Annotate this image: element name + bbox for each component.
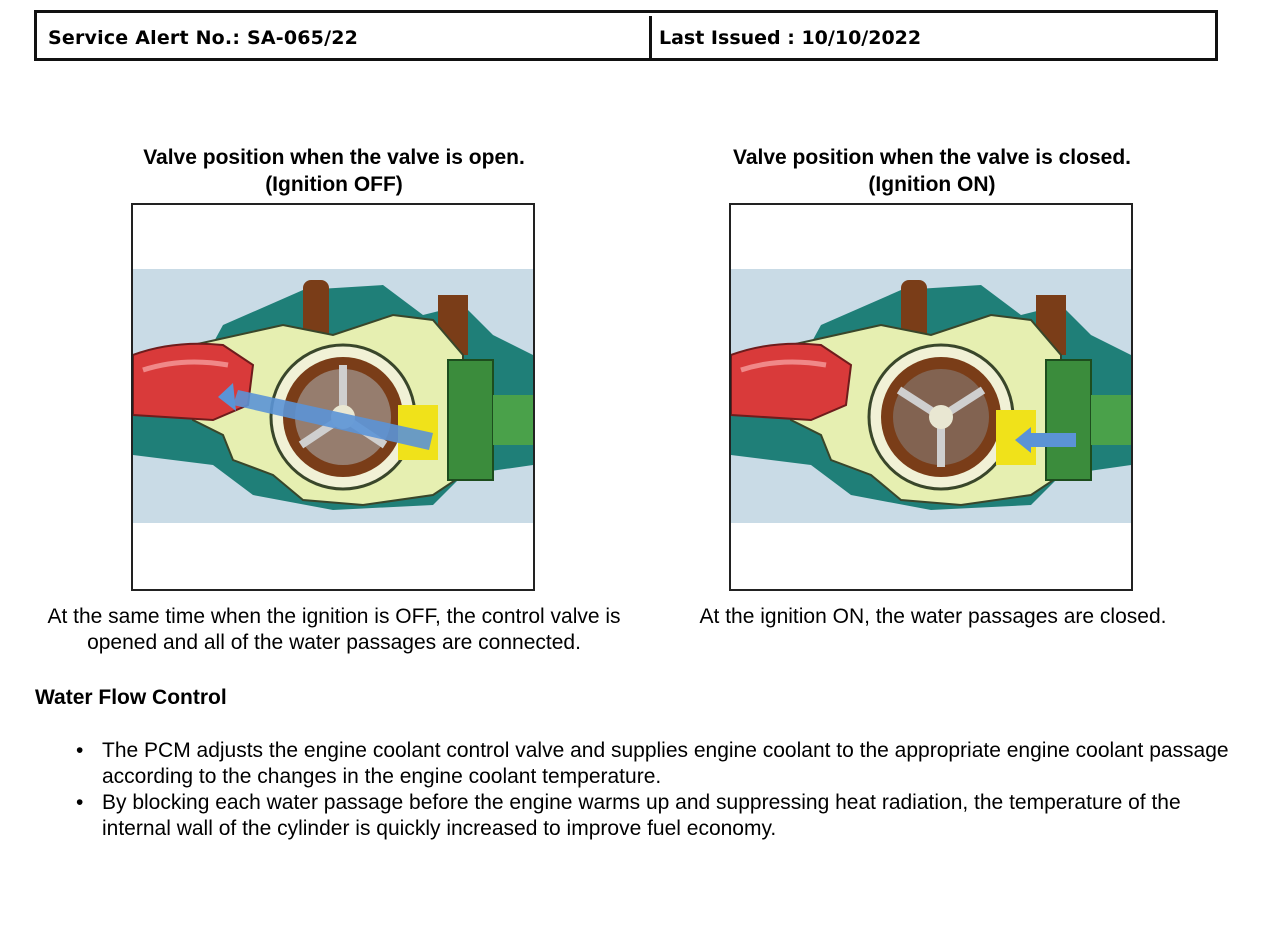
figure-closed-title-line1: Valve position when the valve is closed. <box>733 146 1131 169</box>
bullet-text: By blocking each water passage before the engine warms up and suppressing heat radiation, the temperature of the internal wall of the cylinder is quickly increased to improve fuel economy. <box>102 791 1181 840</box>
list-item <box>72 790 1232 842</box>
figure-closed-caption: At the ignition ON, the water passages are closed. <box>699 605 1167 628</box>
figure-open-title <box>84 144 584 198</box>
bullet-text: The PCM adjusts the engine coolant control valve and supplies engine coolant to the appropriate engine coolant passage according to the changes in the engine coolant temperature. <box>102 739 1229 788</box>
last-issued-date: Last Issued : 10/10/2022 <box>659 27 922 49</box>
header-divider <box>649 16 652 60</box>
valve-open-illustration <box>131 203 535 591</box>
figure-closed-title-line2: (Ignition ON) <box>868 173 996 196</box>
section-heading: Water Flow Control <box>35 686 227 709</box>
figure-open-caption: At the same time when the ignition is OFF, the control valve is opened and all of the water passages are connected. <box>47 605 621 654</box>
bullet-glyph: • <box>76 791 84 814</box>
alert-number: Service Alert No.: SA-065/22 <box>48 27 359 49</box>
service-alert-header <box>34 10 1218 61</box>
figure-open-title-line2: (Ignition OFF) <box>265 173 403 196</box>
bullet-glyph: • <box>76 739 84 762</box>
bullet-list <box>72 738 1232 842</box>
list-item <box>72 738 1232 790</box>
valve-closed-illustration <box>729 203 1133 591</box>
figure-open-title-line1: Valve position when the valve is open. <box>143 146 525 169</box>
figure-closed-title <box>682 144 1182 198</box>
